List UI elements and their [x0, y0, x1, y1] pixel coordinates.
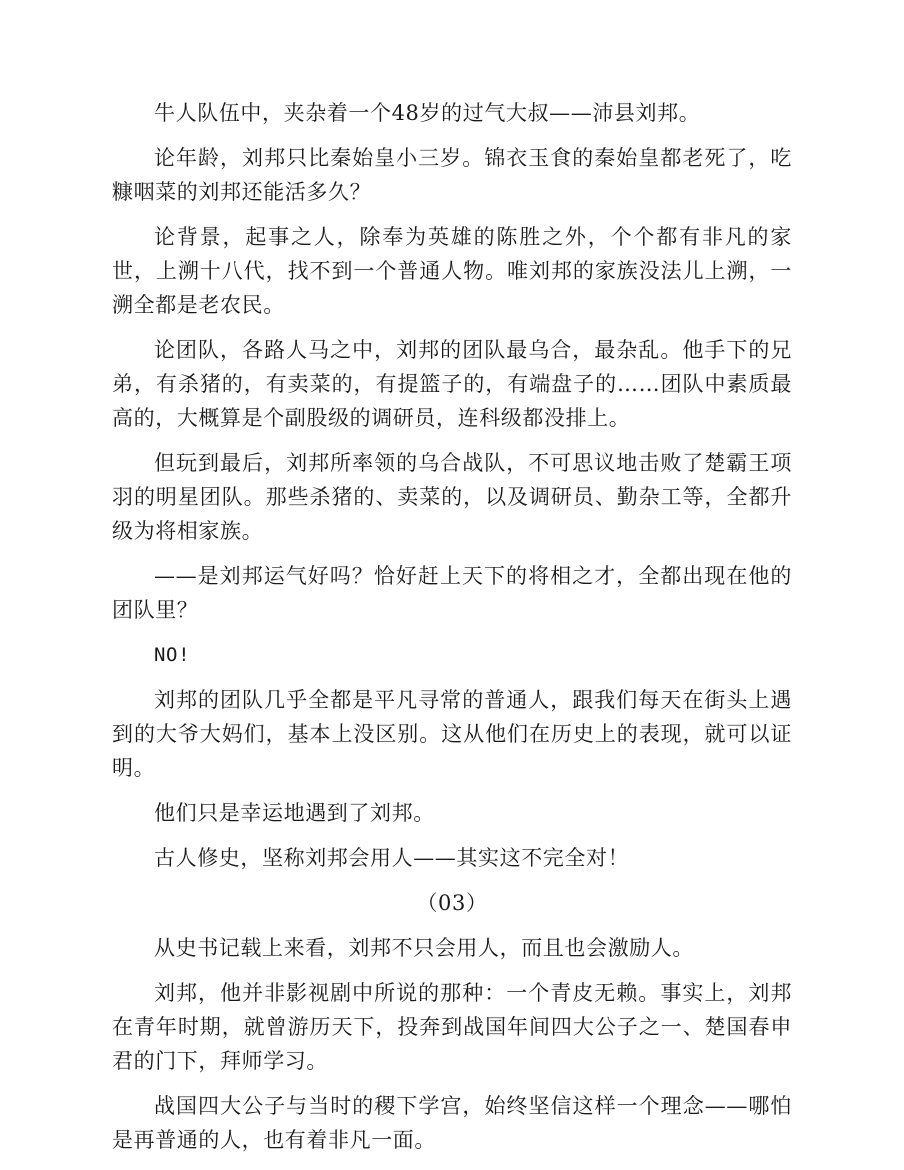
- paragraph-5: 但玩到最后，刘邦所率领的乌合战队，不可思议地击败了楚霸王项羽的明星团队。那些杀猪的、卖菜的，以及调研员、勤杂工等，全都升级为将相家族。: [112, 451, 792, 543]
- paragraph-8: 刘邦的团队几乎全都是平凡寻常的普通人，跟我们每天在街头上遇到的大爷大妈们，基本上没区别。这从他们在历史上的表现，就可以证明。: [112, 688, 792, 780]
- paragraph-12: 刘邦，他并非影视剧中所说的那种：一个青皮无赖。事实上，刘邦在青年时期，就曾游历天下，投奔到战国年间四大公子之一、楚国春申君的门下，拜师学习。: [112, 981, 792, 1073]
- paragraph-9: 他们只是幸运地遇到了刘邦。: [154, 801, 435, 825]
- paragraph-13: 战国四大公子与当时的稷下学宫，始终坚信这样一个理念——哪怕是再普通的人，也有着非凡一面。: [112, 1094, 792, 1152]
- paragraph-10: 古人修史，坚称刘邦会用人——其实这不完全对！: [154, 846, 630, 870]
- paragraph-3: 论背景，起事之人，除奉为英雄的陈胜之外，个个都有非凡的家世，上溯十八代，找不到一个普通人物。唯刘邦的家族没法儿上溯，一溯全都是老农民。: [112, 225, 792, 317]
- paragraph-7: NO!: [154, 644, 191, 666]
- paragraph-4: 论团队，各路人马之中，刘邦的团队最乌合，最杂乱。他手下的兄弟，有杀猪的，有卖菜的，有提篮子的，有端盘子的……团队中素质最高的，大概算是个副股级的调研员，连科级都没排上。: [112, 338, 792, 430]
- paragraph-2: 论年龄，刘邦只比秦始皇小三岁。锦衣玉食的秦始皇都老死了，吃糠咽菜的刘邦还能活多久？: [112, 146, 792, 204]
- paragraph-1: 牛人队伍中，夹杂着一个48岁的过气大叔——沛县刘邦。: [154, 101, 701, 125]
- section-number: （03）: [416, 891, 488, 915]
- body-text: [112, 96, 792, 1168]
- paragraph-6: ——是刘邦运气好吗？恰好赶上天下的将相之才，全都出现在他的团队里？: [112, 564, 792, 622]
- paragraph-11: 从史书记载上来看，刘邦不只会用人，而且也会激励人。: [154, 936, 694, 960]
